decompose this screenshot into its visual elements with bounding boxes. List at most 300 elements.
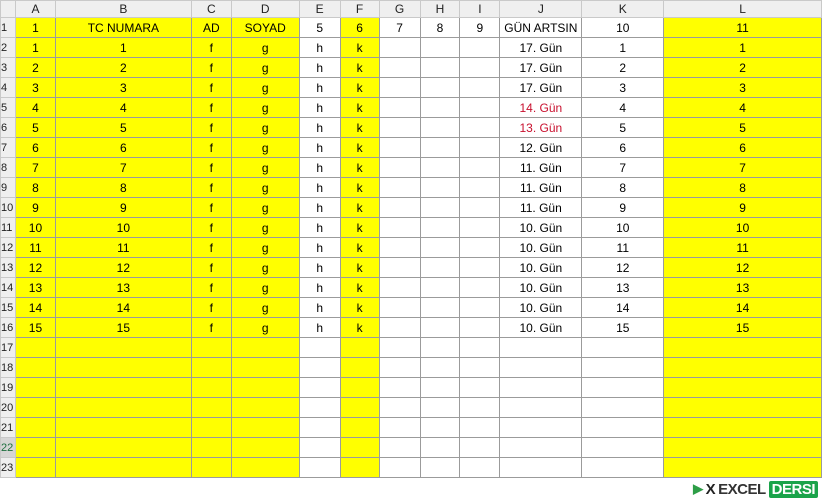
cell-a18[interactable] (15, 358, 55, 378)
cell-f2[interactable]: k (340, 38, 379, 58)
cell-h3[interactable] (420, 58, 460, 78)
cell-l21[interactable] (664, 418, 822, 438)
cell-b21[interactable] (55, 418, 191, 438)
cell-d8[interactable]: g (231, 158, 299, 178)
cell-f20[interactable] (340, 398, 379, 418)
cell-g5[interactable] (379, 98, 420, 118)
cell-k8[interactable]: 7 (582, 158, 664, 178)
cell-k3[interactable]: 2 (582, 58, 664, 78)
cell-e12[interactable]: h (299, 238, 340, 258)
cell-h18[interactable] (420, 358, 460, 378)
cell-j22[interactable] (500, 438, 582, 458)
cell-d18[interactable] (231, 358, 299, 378)
cell-g7[interactable] (379, 138, 420, 158)
cell-j18[interactable] (500, 358, 582, 378)
cell-e15[interactable]: h (299, 298, 340, 318)
cell-b18[interactable] (55, 358, 191, 378)
cell-d19[interactable] (231, 378, 299, 398)
cell-i10[interactable] (460, 198, 500, 218)
cell-b17[interactable] (55, 338, 191, 358)
column-header-d[interactable]: D (231, 1, 299, 18)
row-header-3[interactable]: 3 (1, 58, 16, 78)
cell-l17[interactable] (664, 338, 822, 358)
cell-h7[interactable] (420, 138, 460, 158)
cell-a10[interactable]: 9 (15, 198, 55, 218)
row-header-5[interactable]: 5 (1, 98, 16, 118)
row-header-6[interactable]: 6 (1, 118, 16, 138)
cell-h14[interactable] (420, 278, 460, 298)
cell-k11[interactable]: 10 (582, 218, 664, 238)
cell-j9[interactable]: 11. Gün (500, 178, 582, 198)
cell-b5[interactable]: 4 (55, 98, 191, 118)
cell-b9[interactable]: 8 (55, 178, 191, 198)
cell-g18[interactable] (379, 358, 420, 378)
cell-f11[interactable]: k (340, 218, 379, 238)
cell-g9[interactable] (379, 178, 420, 198)
cell-f23[interactable] (340, 458, 379, 478)
cell-a23[interactable] (15, 458, 55, 478)
cell-a20[interactable] (15, 398, 55, 418)
cell-d13[interactable]: g (231, 258, 299, 278)
cell-g20[interactable] (379, 398, 420, 418)
cell-i7[interactable] (460, 138, 500, 158)
row-header-14[interactable]: 14 (1, 278, 16, 298)
cell-f3[interactable]: k (340, 58, 379, 78)
cell-g1[interactable]: 7 (379, 18, 420, 38)
cell-h12[interactable] (420, 238, 460, 258)
cell-g14[interactable] (379, 278, 420, 298)
cell-k1[interactable]: 10 (582, 18, 664, 38)
cell-e17[interactable] (299, 338, 340, 358)
cell-h2[interactable] (420, 38, 460, 58)
cell-g15[interactable] (379, 298, 420, 318)
cell-f6[interactable]: k (340, 118, 379, 138)
cell-b23[interactable] (55, 458, 191, 478)
cell-k12[interactable]: 11 (582, 238, 664, 258)
cell-i18[interactable] (460, 358, 500, 378)
cell-l12[interactable]: 11 (664, 238, 822, 258)
cell-g2[interactable] (379, 38, 420, 58)
cell-c19[interactable] (191, 378, 231, 398)
cell-l6[interactable]: 5 (664, 118, 822, 138)
cell-i11[interactable] (460, 218, 500, 238)
cell-l23[interactable] (664, 458, 822, 478)
cell-a12[interactable]: 11 (15, 238, 55, 258)
cell-g19[interactable] (379, 378, 420, 398)
cell-c13[interactable]: f (191, 258, 231, 278)
cell-j5[interactable]: 14. Gün (500, 98, 582, 118)
column-header-k[interactable]: K (582, 1, 664, 18)
cell-b4[interactable]: 3 (55, 78, 191, 98)
cell-e6[interactable]: h (299, 118, 340, 138)
cell-j13[interactable]: 10. Gün (500, 258, 582, 278)
cell-c4[interactable]: f (191, 78, 231, 98)
cell-h4[interactable] (420, 78, 460, 98)
cell-f14[interactable]: k (340, 278, 379, 298)
cell-c17[interactable] (191, 338, 231, 358)
cell-k22[interactable] (582, 438, 664, 458)
cell-e7[interactable]: h (299, 138, 340, 158)
row-header-12[interactable]: 12 (1, 238, 16, 258)
cell-d5[interactable]: g (231, 98, 299, 118)
cell-k19[interactable] (582, 378, 664, 398)
row-header-20[interactable]: 20 (1, 398, 16, 418)
column-header-e[interactable]: E (299, 1, 340, 18)
cell-e11[interactable]: h (299, 218, 340, 238)
cell-k4[interactable]: 3 (582, 78, 664, 98)
cell-d20[interactable] (231, 398, 299, 418)
cell-k16[interactable]: 15 (582, 318, 664, 338)
cell-a7[interactable]: 6 (15, 138, 55, 158)
cell-g10[interactable] (379, 198, 420, 218)
cell-f10[interactable]: k (340, 198, 379, 218)
cell-d6[interactable]: g (231, 118, 299, 138)
cell-e4[interactable]: h (299, 78, 340, 98)
cell-b22[interactable] (55, 438, 191, 458)
cell-e5[interactable]: h (299, 98, 340, 118)
cell-h19[interactable] (420, 378, 460, 398)
cell-e14[interactable]: h (299, 278, 340, 298)
cell-j3[interactable]: 17. Gün (500, 58, 582, 78)
cell-h9[interactable] (420, 178, 460, 198)
cell-b2[interactable]: 1 (55, 38, 191, 58)
cell-b13[interactable]: 12 (55, 258, 191, 278)
cell-j2[interactable]: 17. Gün (500, 38, 582, 58)
cell-d9[interactable]: g (231, 178, 299, 198)
cell-c1[interactable]: AD (191, 18, 231, 38)
cell-l19[interactable] (664, 378, 822, 398)
cell-l11[interactable]: 10 (664, 218, 822, 238)
cell-b14[interactable]: 13 (55, 278, 191, 298)
cell-k7[interactable]: 6 (582, 138, 664, 158)
cell-e22[interactable] (299, 438, 340, 458)
cell-i2[interactable] (460, 38, 500, 58)
cell-e20[interactable] (299, 398, 340, 418)
cell-l9[interactable]: 8 (664, 178, 822, 198)
cell-c23[interactable] (191, 458, 231, 478)
cell-g17[interactable] (379, 338, 420, 358)
cell-i6[interactable] (460, 118, 500, 138)
cell-k9[interactable]: 8 (582, 178, 664, 198)
cell-g6[interactable] (379, 118, 420, 138)
cell-l22[interactable] (664, 438, 822, 458)
cell-c18[interactable] (191, 358, 231, 378)
cell-d21[interactable] (231, 418, 299, 438)
cell-f15[interactable]: k (340, 298, 379, 318)
cell-h1[interactable]: 8 (420, 18, 460, 38)
cell-l18[interactable] (664, 358, 822, 378)
cell-b15[interactable]: 14 (55, 298, 191, 318)
cell-k14[interactable]: 13 (582, 278, 664, 298)
cell-c7[interactable]: f (191, 138, 231, 158)
cell-i13[interactable] (460, 258, 500, 278)
cell-l14[interactable]: 13 (664, 278, 822, 298)
cell-j20[interactable] (500, 398, 582, 418)
cell-i21[interactable] (460, 418, 500, 438)
cell-g11[interactable] (379, 218, 420, 238)
cell-d22[interactable] (231, 438, 299, 458)
cell-i16[interactable] (460, 318, 500, 338)
cell-h10[interactable] (420, 198, 460, 218)
cell-a13[interactable]: 12 (15, 258, 55, 278)
cell-a22[interactable] (15, 438, 55, 458)
cell-d2[interactable]: g (231, 38, 299, 58)
cell-l4[interactable]: 3 (664, 78, 822, 98)
cell-i15[interactable] (460, 298, 500, 318)
cell-j15[interactable]: 10. Gün (500, 298, 582, 318)
column-header-l[interactable]: L (664, 1, 822, 18)
cell-a9[interactable]: 8 (15, 178, 55, 198)
cell-g23[interactable] (379, 458, 420, 478)
cell-d10[interactable]: g (231, 198, 299, 218)
cell-d4[interactable]: g (231, 78, 299, 98)
cell-e9[interactable]: h (299, 178, 340, 198)
cell-l3[interactable]: 2 (664, 58, 822, 78)
cell-d11[interactable]: g (231, 218, 299, 238)
cell-l20[interactable] (664, 398, 822, 418)
cell-j10[interactable]: 11. Gün (500, 198, 582, 218)
row-header-4[interactable]: 4 (1, 78, 16, 98)
column-header-j[interactable]: J (500, 1, 582, 18)
cell-i12[interactable] (460, 238, 500, 258)
cell-b12[interactable]: 11 (55, 238, 191, 258)
row-header-18[interactable]: 18 (1, 358, 16, 378)
cell-c22[interactable] (191, 438, 231, 458)
cell-b8[interactable]: 7 (55, 158, 191, 178)
cell-a6[interactable]: 5 (15, 118, 55, 138)
cell-c21[interactable] (191, 418, 231, 438)
cell-e18[interactable] (299, 358, 340, 378)
cell-i8[interactable] (460, 158, 500, 178)
cell-h5[interactable] (420, 98, 460, 118)
cell-h11[interactable] (420, 218, 460, 238)
cell-j7[interactable]: 12. Gün (500, 138, 582, 158)
cell-a8[interactable]: 7 (15, 158, 55, 178)
cell-k2[interactable]: 1 (582, 38, 664, 58)
cell-k18[interactable] (582, 358, 664, 378)
row-header-16[interactable]: 16 (1, 318, 16, 338)
cell-a5[interactable]: 4 (15, 98, 55, 118)
cell-i3[interactable] (460, 58, 500, 78)
cell-e21[interactable] (299, 418, 340, 438)
row-header-8[interactable]: 8 (1, 158, 16, 178)
cell-j17[interactable] (500, 338, 582, 358)
cell-c16[interactable]: f (191, 318, 231, 338)
cell-h16[interactable] (420, 318, 460, 338)
cell-c10[interactable]: f (191, 198, 231, 218)
cell-d16[interactable]: g (231, 318, 299, 338)
cell-i20[interactable] (460, 398, 500, 418)
cell-e3[interactable]: h (299, 58, 340, 78)
cell-b16[interactable]: 15 (55, 318, 191, 338)
row-header-15[interactable]: 15 (1, 298, 16, 318)
cell-d12[interactable]: g (231, 238, 299, 258)
cell-k6[interactable]: 5 (582, 118, 664, 138)
cell-k5[interactable]: 4 (582, 98, 664, 118)
cell-f5[interactable]: k (340, 98, 379, 118)
cell-k17[interactable] (582, 338, 664, 358)
cell-e1[interactable]: 5 (299, 18, 340, 38)
cell-h6[interactable] (420, 118, 460, 138)
select-all-corner[interactable] (1, 1, 16, 18)
cell-h15[interactable] (420, 298, 460, 318)
cell-e16[interactable]: h (299, 318, 340, 338)
cell-h17[interactable] (420, 338, 460, 358)
row-header-22[interactable]: 22 (1, 438, 16, 458)
row-header-7[interactable]: 7 (1, 138, 16, 158)
cell-i5[interactable] (460, 98, 500, 118)
cell-b20[interactable] (55, 398, 191, 418)
cell-l5[interactable]: 4 (664, 98, 822, 118)
cell-f1[interactable]: 6 (340, 18, 379, 38)
cell-b7[interactable]: 6 (55, 138, 191, 158)
cell-c20[interactable] (191, 398, 231, 418)
cell-j16[interactable]: 10. Gün (500, 318, 582, 338)
cell-h21[interactable] (420, 418, 460, 438)
cell-d14[interactable]: g (231, 278, 299, 298)
cell-i1[interactable]: 9 (460, 18, 500, 38)
cell-c9[interactable]: f (191, 178, 231, 198)
cell-a14[interactable]: 13 (15, 278, 55, 298)
cell-i14[interactable] (460, 278, 500, 298)
cell-f4[interactable]: k (340, 78, 379, 98)
row-header-17[interactable]: 17 (1, 338, 16, 358)
cell-k23[interactable] (582, 458, 664, 478)
row-header-11[interactable]: 11 (1, 218, 16, 238)
cell-e23[interactable] (299, 458, 340, 478)
cell-b11[interactable]: 10 (55, 218, 191, 238)
cell-l7[interactable]: 6 (664, 138, 822, 158)
cell-k20[interactable] (582, 398, 664, 418)
cell-c12[interactable]: f (191, 238, 231, 258)
cell-f12[interactable]: k (340, 238, 379, 258)
cell-j21[interactable] (500, 418, 582, 438)
cell-i9[interactable] (460, 178, 500, 198)
cell-h23[interactable] (420, 458, 460, 478)
cell-c5[interactable]: f (191, 98, 231, 118)
cell-l8[interactable]: 7 (664, 158, 822, 178)
cell-b6[interactable]: 5 (55, 118, 191, 138)
cell-l15[interactable]: 14 (664, 298, 822, 318)
cell-e19[interactable] (299, 378, 340, 398)
cell-a16[interactable]: 15 (15, 318, 55, 338)
cell-a21[interactable] (15, 418, 55, 438)
cell-g16[interactable] (379, 318, 420, 338)
cell-f21[interactable] (340, 418, 379, 438)
cell-e10[interactable]: h (299, 198, 340, 218)
cell-l13[interactable]: 12 (664, 258, 822, 278)
cell-j19[interactable] (500, 378, 582, 398)
column-header-b[interactable]: B (55, 1, 191, 18)
cell-a1[interactable]: 1 (15, 18, 55, 38)
cell-d1[interactable]: SOYAD (231, 18, 299, 38)
cell-e8[interactable]: h (299, 158, 340, 178)
cell-g13[interactable] (379, 258, 420, 278)
cell-f18[interactable] (340, 358, 379, 378)
row-header-21[interactable]: 21 (1, 418, 16, 438)
cell-c3[interactable]: f (191, 58, 231, 78)
cell-c2[interactable]: f (191, 38, 231, 58)
cell-g3[interactable] (379, 58, 420, 78)
column-header-a[interactable]: A (15, 1, 55, 18)
row-header-2[interactable]: 2 (1, 38, 16, 58)
cell-i23[interactable] (460, 458, 500, 478)
cell-g4[interactable] (379, 78, 420, 98)
cell-j4[interactable]: 17. Gün (500, 78, 582, 98)
cell-c15[interactable]: f (191, 298, 231, 318)
row-header-1[interactable]: 1 (1, 18, 16, 38)
cell-k10[interactable]: 9 (582, 198, 664, 218)
row-header-9[interactable]: 9 (1, 178, 16, 198)
row-header-13[interactable]: 13 (1, 258, 16, 278)
cell-c6[interactable]: f (191, 118, 231, 138)
cell-g8[interactable] (379, 158, 420, 178)
cell-d17[interactable] (231, 338, 299, 358)
cell-h22[interactable] (420, 438, 460, 458)
cell-k15[interactable]: 14 (582, 298, 664, 318)
cell-b10[interactable]: 9 (55, 198, 191, 218)
cell-j6[interactable]: 13. Gün (500, 118, 582, 138)
cell-a15[interactable]: 14 (15, 298, 55, 318)
cell-c8[interactable]: f (191, 158, 231, 178)
cell-d7[interactable]: g (231, 138, 299, 158)
cell-c14[interactable]: f (191, 278, 231, 298)
cell-d3[interactable]: g (231, 58, 299, 78)
column-header-c[interactable]: C (191, 1, 231, 18)
cell-i19[interactable] (460, 378, 500, 398)
column-header-f[interactable]: F (340, 1, 379, 18)
cell-l2[interactable]: 1 (664, 38, 822, 58)
cell-h8[interactable] (420, 158, 460, 178)
cell-f19[interactable] (340, 378, 379, 398)
cell-l10[interactable]: 9 (664, 198, 822, 218)
cell-a17[interactable] (15, 338, 55, 358)
column-header-g[interactable]: G (379, 1, 420, 18)
column-header-h[interactable]: H (420, 1, 460, 18)
cell-b19[interactable] (55, 378, 191, 398)
cell-k21[interactable] (582, 418, 664, 438)
cell-j11[interactable]: 10. Gün (500, 218, 582, 238)
cell-f16[interactable]: k (340, 318, 379, 338)
cell-f8[interactable]: k (340, 158, 379, 178)
cell-k13[interactable]: 12 (582, 258, 664, 278)
cell-j1[interactable]: GÜN ARTSIN (500, 18, 582, 38)
row-header-10[interactable]: 10 (1, 198, 16, 218)
row-header-23[interactable]: 23 (1, 458, 16, 478)
cell-b3[interactable]: 2 (55, 58, 191, 78)
cell-j23[interactable] (500, 458, 582, 478)
cell-f13[interactable]: k (340, 258, 379, 278)
cell-h20[interactable] (420, 398, 460, 418)
cell-a11[interactable]: 10 (15, 218, 55, 238)
cell-c11[interactable]: f (191, 218, 231, 238)
cell-f17[interactable] (340, 338, 379, 358)
cell-a19[interactable] (15, 378, 55, 398)
cell-e2[interactable]: h (299, 38, 340, 58)
cell-a3[interactable]: 2 (15, 58, 55, 78)
cell-g22[interactable] (379, 438, 420, 458)
cell-i17[interactable] (460, 338, 500, 358)
cell-d23[interactable] (231, 458, 299, 478)
cell-f22[interactable] (340, 438, 379, 458)
column-header-i[interactable]: I (460, 1, 500, 18)
cell-i4[interactable] (460, 78, 500, 98)
cell-j14[interactable]: 10. Gün (500, 278, 582, 298)
row-header-19[interactable]: 19 (1, 378, 16, 398)
cell-j12[interactable]: 10. Gün (500, 238, 582, 258)
cell-h13[interactable] (420, 258, 460, 278)
cell-f7[interactable]: k (340, 138, 379, 158)
